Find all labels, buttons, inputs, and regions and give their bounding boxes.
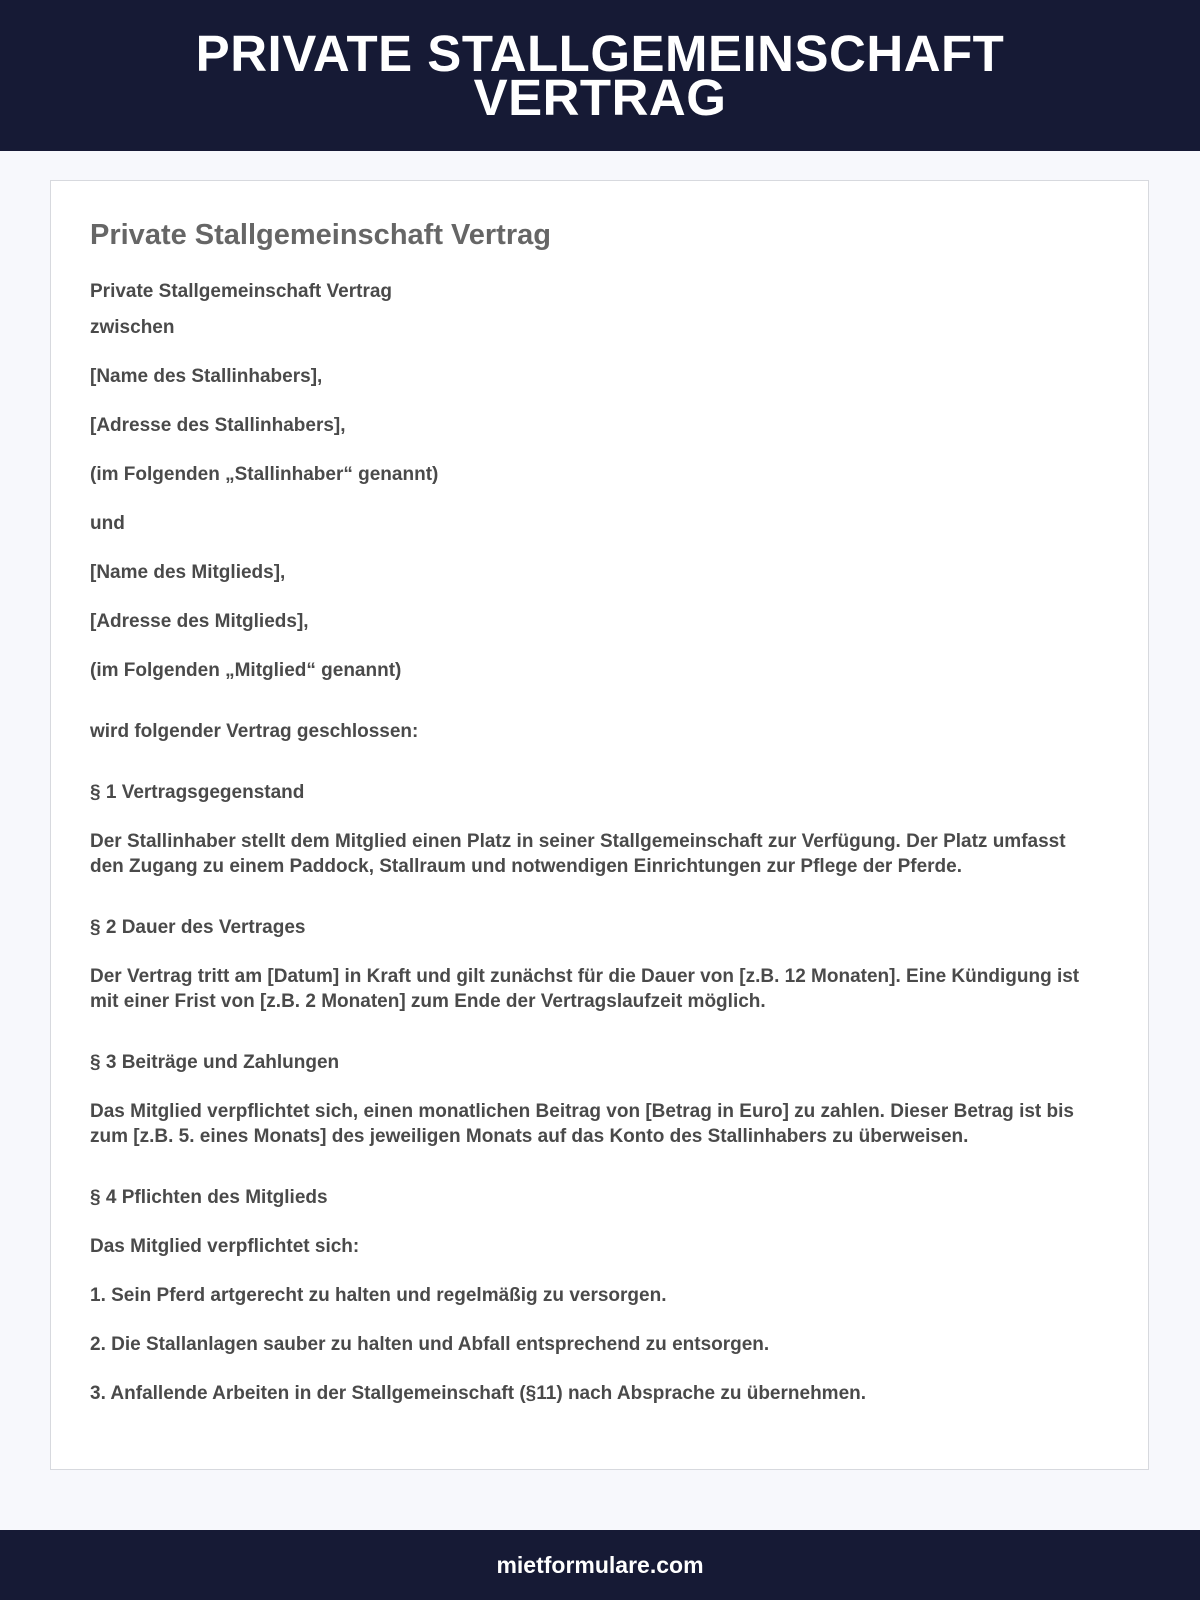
section-4-body: Das Mitglied verpflichtet sich: [90,1236,360,1257]
section-3-body: Das Mitglied verpflichtet sich, einen monatlichen Beitrag von [Betrag in Euro] zu zahlen. Dieser Betrag ist bis zum [z.B. 5. eines Monats] des jeweiligen Monats auf das Konto des Stallinhabers zu überweisen. [90,1101,1074,1147]
owner-alias: (im Folgenden „Stallinhaber“ genannt) [90,464,439,485]
section-1-body: Der Stallinhaber stellt dem Mitglied einen Platz in seiner Stallgemeinschaft zur Verfügung. Der Platz umfasst den Zugang zu einem Paddock, Stallraum und notwendigen Einrichtungen zur Pflege der Pferde. [90,831,1066,877]
duty-item: 2. Die Stallanlagen sauber zu halten und Abfall entsprechend zu entsorgen. [90,1334,770,1355]
section-2-body: Der Vertrag tritt am [Datum] in Kraft und gilt zunächst für die Dauer von [z.B. 12 Monaten]. Eine Kündigung ist mit einer Frist von [z.B. 2 Monaten] zum Ende der Vertragslaufzeit möglich. [90,966,1080,1012]
owner-address: [Adresse des Stallinhabers], [90,415,346,436]
section-4-heading: § 4 Pflichten des Mitglieds [90,1187,328,1208]
contract-intro: wird folgender Vertrag geschlossen: [90,721,419,742]
member-address: [Adresse des Mitglieds], [90,611,309,632]
footer-site-link[interactable]: mietformulare.com [496,1551,704,1578]
member-name: [Name des Mitglieds], [90,562,286,583]
document-subheading: Private Stallgemeinschaft Vertrag [90,281,393,302]
page-title: PRIVATE STALLGEMEINSCHAFT VERTRAG [195,24,1005,126]
section-2-heading: § 2 Dauer des Vertrages [90,917,306,938]
section-3-heading: § 3 Beiträge und Zahlungen [90,1052,340,1073]
document-heading: Private Stallgemeinschaft Vertrag [90,219,551,251]
document-card [50,180,1149,1470]
between-text: zwischen [90,317,175,338]
duty-item: 3. Anfallende Arbeiten in der Stallgemeinschaft (§11) nach Absprache zu übernehmen. [90,1383,867,1404]
owner-name: [Name des Stallinhabers], [90,366,323,387]
page-footer [0,1530,1200,1600]
page-header [0,0,1200,151]
and-text: und [90,513,125,534]
duty-item: 1. Sein Pferd artgerecht zu halten und regelmäßig zu versorgen. [90,1285,667,1306]
member-alias: (im Folgenden „Mitglied“ genannt) [90,660,402,681]
section-1-heading: § 1 Vertragsgegenstand [90,782,305,803]
